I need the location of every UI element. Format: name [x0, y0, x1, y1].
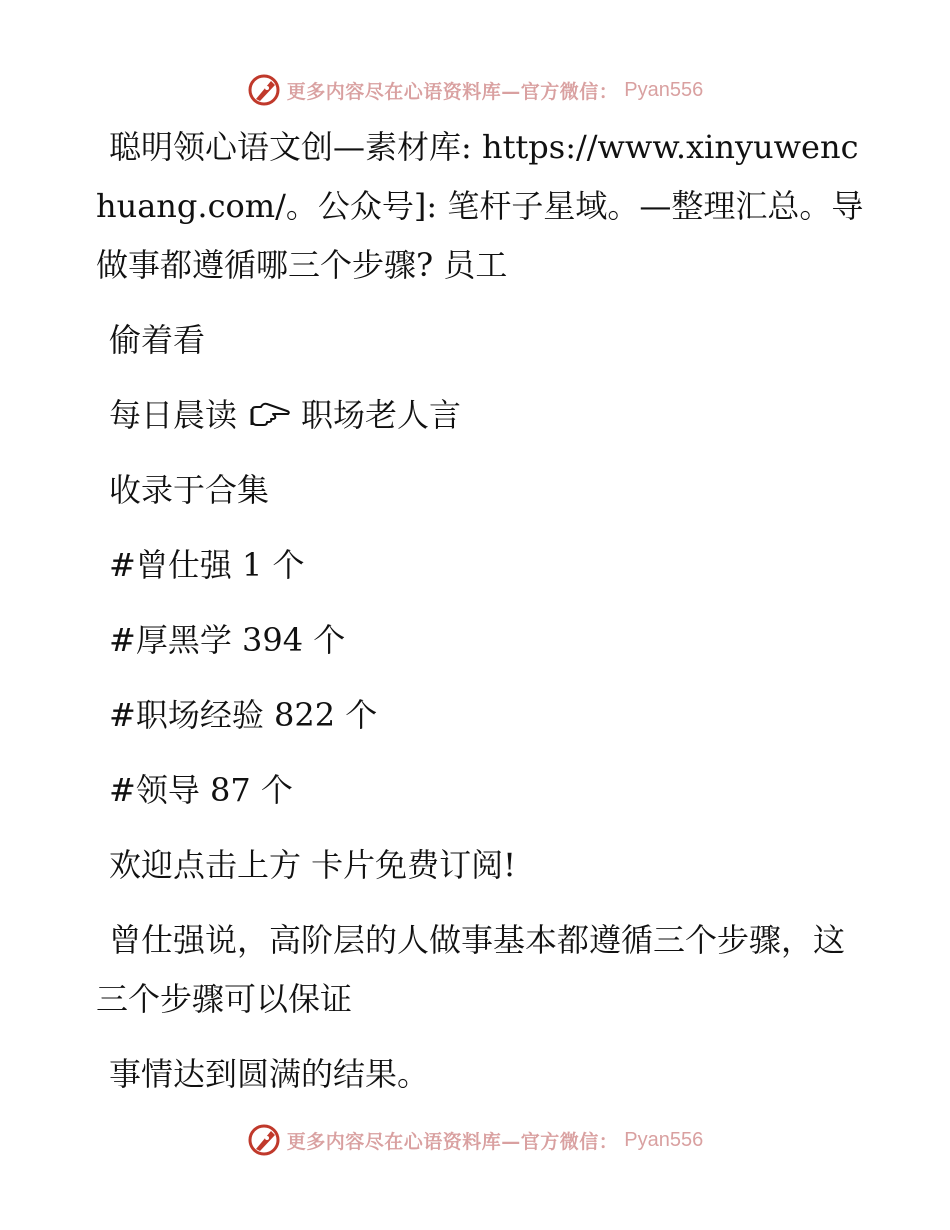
body-paragraph-1: 曾仕强说，高阶层的人做事基本都遵循三个步骤，这三个步骤可以保证 — [96, 921, 846, 1018]
header-banner-text: 更多内容尽在心语资料库—官方微信： — [286, 80, 619, 103]
tag-zengshiqiang[interactable]: #曾仕强 1 个 — [109, 546, 305, 584]
pen-nib-logo-icon — [247, 1123, 281, 1157]
document-body — [96, 118, 876, 1104]
header-wechat-id: Pyan556 — [624, 78, 704, 101]
pen-nib-logo-icon — [247, 73, 281, 107]
peek-line: 偷着看 — [109, 321, 206, 359]
footer-banner — [0, 1120, 950, 1160]
collection-label: 收录于合集 — [109, 471, 270, 509]
body-paragraph-2: 事情达到圆满的结果。 — [109, 1055, 430, 1093]
subscribe-line: 欢迎点击上方 卡片免费订阅! — [109, 846, 517, 884]
footer-wechat-id: Pyan556 — [624, 1128, 704, 1151]
daily-read-suffix: 职场老人言 — [301, 396, 462, 434]
tag-houheixue[interactable]: #厚黑学 394 个 — [109, 621, 346, 659]
intro-paragraph: 聪明领心语文创—素材库: https://www.xinyuwenchuang.com/。公众号]: 笔杆子星域。—整理汇总。导做事都遵循哪三个步骤? 员工 — [96, 128, 864, 284]
pointing-hand-icon — [249, 401, 291, 429]
daily-read-line — [96, 386, 876, 445]
tag-workplace-experience[interactable]: #职场经验 822 个 — [109, 696, 378, 734]
daily-read-label: 每日晨读 — [109, 396, 238, 434]
footer-banner-text: 更多内容尽在心语资料库—官方微信： — [286, 1130, 619, 1153]
tag-leader[interactable]: #领导 87 个 — [109, 771, 293, 809]
header-banner — [0, 70, 950, 110]
